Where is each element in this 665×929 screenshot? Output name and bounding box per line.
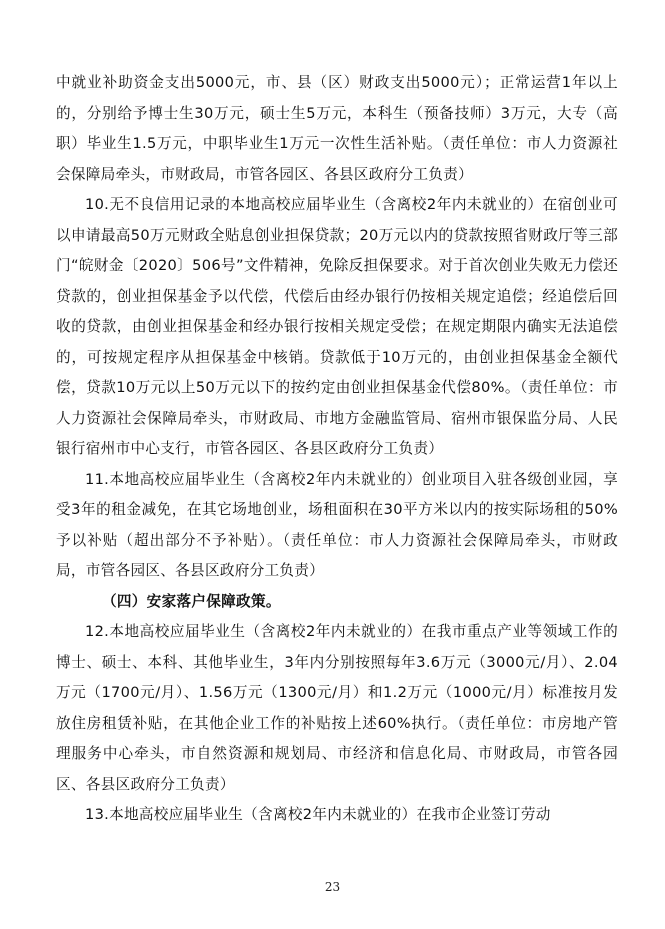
paragraph-item-13: 13.本地高校应届毕业生（含离校2年内未就业的）在我市企业签订劳动: [85, 806, 551, 823]
section-heading: （四）安家落户保障政策。: [102, 592, 281, 610]
body-text: [56, 68, 618, 831]
paragraph-continuation: 中就业补助资金支出5000元，市、县（区）财政支出5000元）；正常运营1年以上的，分别给予博士生30万元，硕士生5万元，本科生（预备技师）3万元，大专（高职）毕业生1.5万元，中职毕业生1万元一次性生活补贴。（责任单位：市人力资源社会保障局牵头，市财政局，市管各园区、各县区政府分工负责）: [56, 74, 618, 183]
paragraph-item-12: 12.本地高校应届毕业生（含离校2年内未就业的）在我市重点产业等领域工作的博士、硕士、本科、其他毕业生，3年内分别按照每年3.6万元（3000元/月）、2.04万元（1700元/月）、1.56万元（1300元/月）和1.2万元（1000元/月）标准按月发放住房租赁补贴，在其他企业工作的补贴按上述60%执行。（责任单位：市房地产管理服务中心牵头，市自然资源和规划局、市经济和信息化局、市财政局，市管各园区、各县区政府分工负责）: [56, 623, 618, 793]
page-number: 23: [324, 880, 341, 894]
paragraph-item-10: 10.无不良信用记录的本地高校应届毕业生（含离校2年内未就业的）在宿创业可以申请最高50万元财政全贴息创业担保贷款；20万元以内的贷款按照省财政厅等三部门“皖财金〔2020〕506号”文件精神，免除反担保要求。对于首次创业失败无力偿还贷款的，创业担保基金予以代偿，代偿后由经办银行仍按相关规定追偿；经追偿后回收的贷款，由创业担保基金和经办银行按相关规定受偿；在规定期限内确实无法追偿的，可按规定程序从担保基金中核销。贷款低于10万元的，由创业担保基金全额代偿，贷款10万元以上50万元以下的按约定由创业担保基金代偿80%。（责任单位：市人力资源社会保障局牵头，市财政局、市地方金融监管局、宿州市银保监分局、人民银行宿州市中心支行，市管各园区、各县区政府分工负责）: [56, 196, 618, 457]
paragraph-item-11: 11.本地高校应届毕业生（含离校2年内未就业的）创业项目入驻各级创业园，享受3年的租金减免，在其它场地创业，场租面积在30平方米以内的按实际场租的50%予以补贴（超出部分不予补贴）。（责任单位：市人力资源社会保障局牵头，市财政局，市管各园区、各县区政府分工负责）: [56, 470, 618, 579]
